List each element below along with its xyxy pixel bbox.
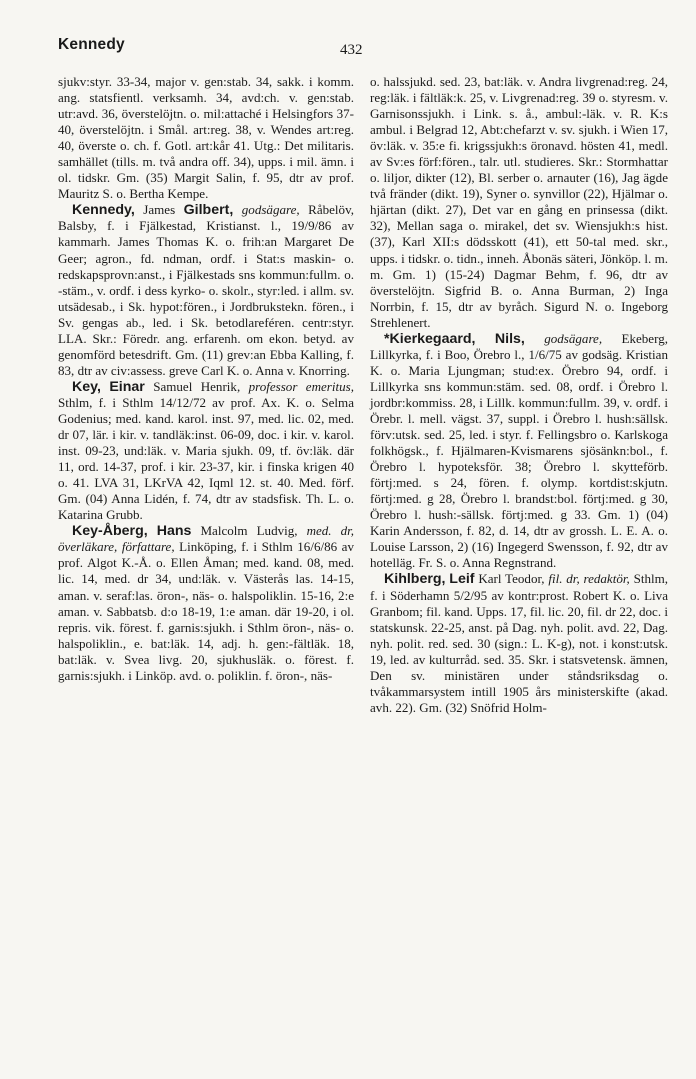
entry-surname: *Kierkegaard, xyxy=(384,330,476,347)
entry-occupation: godsägare, xyxy=(241,202,300,218)
entry-given-name-bold: Einar xyxy=(109,378,145,395)
page-header xyxy=(58,36,666,60)
entry-surname: Key-Åberg, xyxy=(72,523,148,540)
page-number: 432 xyxy=(340,42,363,58)
entry-text: Sthlm, f. i Söderhamn 5/2/95 av kontr:prost. Robert K. o. Liva Granbom; fil. kand. Upps. 17, fil. lic. 20, fil. dr 22, doc. i statskunsk. 22-25, anst. på Dag. nyh. polit. avd. 22, Dag. nyh. polit. red. sed. 30 (sign.: L. K-g), not. i konst:utsk. 19, led. av kulturråd. sed. 35. Skr. i statsvetensk. ämnen, Den sv. ministären under ståndsriksdag o. tvåkammarsystem intill 1905 års ministerskifte (akad. avh. 22). Gm. (32) Snöfrid Holm- xyxy=(370,571,669,715)
entry-text: Råbelöv, Balsby, f. i Fjälkestad, Kristianst. l., 19/9/86 av kammarh. James Thomas K. o. frih:an Margaret De Geer; agron., fd. ndman, ordf. i Stat:s maskin- o. redskapsprovn:anst., i Fjälkestads sns kommun:fullm. o. -stäm., v. ordf. i dess kyrko- o. skolr., styr:led. i allm. sv. utsädesab., i Sk. hypot:fören., i Jordbrukstekn. fören., i Sv. gengas ab., led. i Sk. betodlareféren. centr:styr. LLA. Skr.: Föredr. ang. erfarenh. om ekon. betyd. av genomförd betesdrift. Gm. (11) grev:an Ebba Kalling, f. 83, dtr av civ:assess. greve Carl K. o. Anna v. Knorring. xyxy=(58,202,355,378)
entry-surname: Key, xyxy=(72,378,101,395)
entry-kierkegaard-nils xyxy=(370,331,668,572)
entry-key-aberg-hans xyxy=(58,523,354,683)
left-column xyxy=(58,74,354,684)
entry-given-name: Malcolm Ludvig, xyxy=(200,523,298,539)
entry-key-einar xyxy=(58,379,354,523)
entry-surname: Kennedy, xyxy=(72,202,135,219)
entry-occupation: fil. dr, redaktör, xyxy=(548,571,630,587)
entry-given-name-bold: Nils, xyxy=(494,330,525,347)
entry-occupation: godsägare, xyxy=(544,330,603,346)
entry-text: Sthlm, f. i Sthlm 14/12/72 av prof. Ax. K. o. Selma Godenius; med. kand. karol. inst. 97, med. lic. 02, med. dr 07, lär. i kir. v. tandläk:inst. 06-09, doc. i kir. v. karol. inst. 09-23, und:läk. v. Maria sjukh. 09, tf. öv:läk. där 11, ord. 14-37, prof. i kir. 23-37, kir. i finska krigen 40 o. 41. LVA 31, LKrVA 42, Iqml 12. st. 40. Med. förf. Gm. (04) Anna Lidén, f. 74, dtr av stadsfisk. Th. L. o. Katarina Grubb. xyxy=(58,394,354,523)
entry-continuation-right: o. halssjukd. sed. 23, bat:läk. v. Andra livgrenad:reg. 24, reg:läk. i fältläk:k. 25, v. Livgrenad:reg. 39 o. styresm. v. Garnisonssjukh. i Link. s. å., ambul:-läk. v. R. K:s ambul. i Belgrad 12, Abt:chefarzt v. sv. sjukh. i Wien 17, öv:läk. v. 35:e fi. krigssjukh:s öronavd. hösten 41, medl. av Sv:es förf:fören., talr. utl. studieres. Skr.: Stormhattar o. liljor, dikter (12), Bl. serber o. arnauter (16), Jag ägde två fränder (dikt. 19), Syner o. synvillor (22), Hjälmar o. hjärtan (dikt. 27), Det var en gång en prinsessa (dikt. 32), Mellan saga o. mirakel, det sv. Wiensjukh:s hist. (37), Karl XII:s dödsskott (41), ett 50-tal med. skr., upps. i tidskr. o. tidn., inneh. Åbonäs säteri, Jönköp. l. m. m. Gm. 1) (15-24) Dagmar Behm, f. 96, dtr av överstelöjtn. Sigfrid B. o. Anna Burman, 2) Inga Norrbin, f. 15, dtr av byråch. Sigurd N. o. Ingeborg Strehlenert. xyxy=(370,74,668,330)
entry-text: Linköping, f. i Sthlm 16/6/86 av prof. Algot K.-Å. o. Ellen Åman; med. kand. 08, med. lic. 14, med. dr 34, und:läk. v. Västerås las. 14-15, aman. v. seraf:las. öron-, näs- o. halspoliklin. 15-16, 2:e aman. v. Sabbatsb. d:o 18-19, 1:e aman. där 19-20, i ol. repris. vik. förest. f. garnis:sjukh. i Sthlm öron-, näs- o. halspoliklin., e. bat:läk. 14, adj. h. gen:-fältläk. 18, bat:läk. v. Svea livg. 20, sjukhusläk. o. förest. f. garnis:sjukh. i Linköp. avd. o. poliklin. f. öron-, näs- xyxy=(58,539,354,683)
entry-given-name: James xyxy=(143,202,176,218)
right-column xyxy=(370,74,668,716)
entry-given-name: Samuel Henrik, xyxy=(153,378,241,394)
entry-given-name-bold: Gilbert, xyxy=(183,202,234,219)
entry-kihlberg-leif xyxy=(370,571,668,715)
entry-occupation: professor emeritus, xyxy=(248,378,354,394)
entry-given-name-bold: Leif xyxy=(449,571,475,588)
entry-text: Ekeberg, Lillkyrka, f. i Boo, Örebro l., 1/6/75 av godsäg. Kristian K. o. Maria Ljungman; stud:ex. Örebro 94, ordf. i Lillkyrka sns kommun:stäm. sed. 08, ordf. i Örebro l. jordbr:kommiss. 28, i Lillk. kommun:fullm. 39, v. ordf. i Örebr. l. mell. vägst. 37, suppl. i Örebro l. hush:sällsk. förv:utsk. sed. 25, led. i styr. f. Fellingsbro o. Karlskoga folkhögsk., f. Hjälmaren-Kvismarens sjösänkn:bol., f. Örebro l. hypoteksför. 38; Örebro l. skytteförb. förtj:med. s 24, fören. f. olymp. kortdist:skjutn. förtj:med. g 28, Örebro l. brandst:bol. förtj:med. g 30, Örebro l. hush:-sällsk. förtj:med. g 33. Gm. 1) (04) Karin Andersson, f. 82, d. 14, dtr av grossh. L. E. A. o. Louise Larsson, 2) (16) Ingegerd Swensson, f. 92, dtr av hotelläg. Fr. S. o. Anna Regnstrand. xyxy=(370,330,668,571)
entry-given-name: Karl Teodor, xyxy=(478,571,545,587)
entry-occupation: med. dr, överläkare, författare, xyxy=(58,523,354,555)
entry-kennedy-james-gilbert xyxy=(58,202,354,379)
entry-continuation-left: sjukv:styr. 33-34, major v. gen:stab. 34, sakk. i komm. ang. statsfientl. verksamh. 34, avd:ch. v. gen:stab. utr:avd. 36, överstelöjtn. o. mil:attaché i Helsingfors 37-40, överstelöjtn. i Smål. art:reg. 38, v. Wendes art:reg. 40, överste o. ch. f. Gotl. art:kår 41. Utg.: Det militaris. samhället (tills. m. två andra off. 34), upps. i mil. ämn. i ol. tidskr. Gm. (35) Margit Salin, f. 95, dtr av prof. Mauritz S. o. Bertha Kempe. xyxy=(58,74,354,202)
entry-given-name-bold: Hans xyxy=(156,523,192,540)
running-head: Kennedy xyxy=(58,36,125,53)
entry-surname: Kihlberg, xyxy=(384,571,446,588)
